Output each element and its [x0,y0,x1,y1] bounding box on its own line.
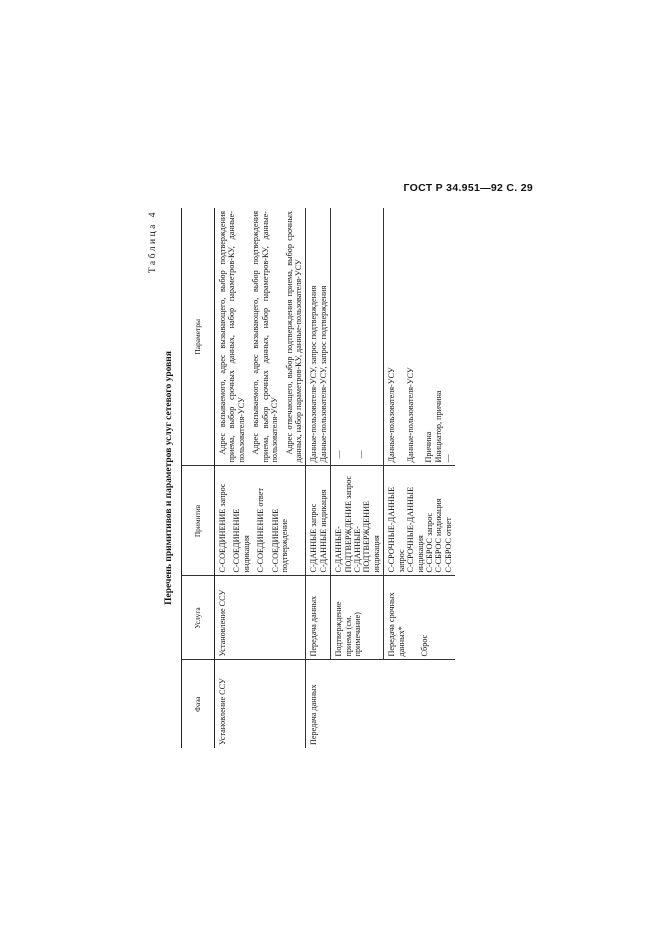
primitive-item: С-СОЕДИНЕНИЕ запрос [218,483,227,573]
table-label: Таблица 4 [148,210,158,274]
primitive-cell [384,466,455,576]
primitive-item: С-ДАННЫЕ индикация [318,489,328,573]
header-primitive: Примитив [182,466,215,576]
param-item: Инициатор, причина [433,390,443,463]
param-item: Причина [424,431,434,463]
param-item: Данные-пользователя-УСУ, запрос подтверждения [309,285,319,463]
page-header: ГОСТ Р 34.951—92 С. 29 [403,182,533,194]
phase-cell: Установление ССУ [218,678,227,745]
primitive-item: С-СРОЧНЫЕ-ДАННЫЕ индикация [406,486,425,573]
primitive-item: С-СОЕДИНЕНИЕ ответ [256,488,266,573]
service-cell: Подтверждение приема (см. примечание) [331,576,384,660]
phase-cell: Передача данных [306,660,331,748]
header-service: Услуга [182,576,215,660]
primitive-cell [215,466,306,576]
service-cell [384,576,455,660]
header-phase: Фаза [182,660,215,748]
table-row [306,208,331,748]
table-header-row [182,208,215,748]
phase-cell [384,660,455,748]
primitives-table [181,208,455,748]
table-row [384,208,455,748]
param-item: Данные-пользователя-УСУ [387,367,397,463]
table-row [331,208,384,748]
param-item: — [443,454,453,463]
param-item: Адрес вызываемого, адрес вызывающего, выбор подтверждения приема, выбор срочных данных, набор параметров-КУ, данные-пользователя-УСУ [218,211,246,463]
table-row [215,208,306,748]
header-params: Параметры [182,208,215,466]
service-cell: Передача данных [306,576,331,660]
primitive-item: С-СОЕДИНЕНИЕ индикация [232,508,251,573]
primitive-cell [331,466,384,576]
primitive-item: С-СРОЧНЫЕ-ДАННЫЕ запрос [387,486,406,573]
param-item: Данные-пользователя-УСУ [405,367,415,463]
primitive-item: С-СБРОС индикация [434,498,444,573]
primitive-item: С-СБРОС ответ [443,517,453,573]
primitive-item: С-ДАННЫЕ запрос [309,503,319,573]
rotated-page-content [148,208,453,748]
table-title: Перечень примитивов и параметров услуг сетевого уровня [164,351,174,605]
params-cell [331,208,384,466]
primitive-item: С-СОЕДИНЕНИЕ подтверждение [270,508,290,573]
primitive-item: С-ДАННЫЕ-ПОДТВЕРЖДЕНИЕ запрос [334,475,353,573]
primitive-item: С-ДАННЫЕ-ПОДТВЕРЖДЕНИЕ индикация [353,501,381,573]
param-item: — [355,450,365,459]
params-cell [384,208,455,466]
param-item: Адрес отвечающего, выбор подтверждения приема, выбор срочных данных, набор параметров-КУ, данные-пользователя-УСУ [284,211,303,463]
params-cell [306,208,331,466]
service-item: Передача срочных данных* [387,592,406,657]
primitive-item: С-СБРОС запрос [425,512,435,573]
primitive-cell [306,466,331,576]
params-cell [215,208,306,466]
service-item: Сброс [420,634,430,657]
phase-cell [331,660,384,748]
param-item: Данные-пользователя-УСУ, запрос подтверждения [318,285,328,463]
service-cell: Установление ССУ [215,576,306,660]
param-item: — [334,450,344,459]
param-item: Адрес вызываемого, адрес вызывающего, выбор подтверждения приема, выбор срочных данных, набор параметров-КУ, данные-пользователя-УСУ [251,211,280,463]
